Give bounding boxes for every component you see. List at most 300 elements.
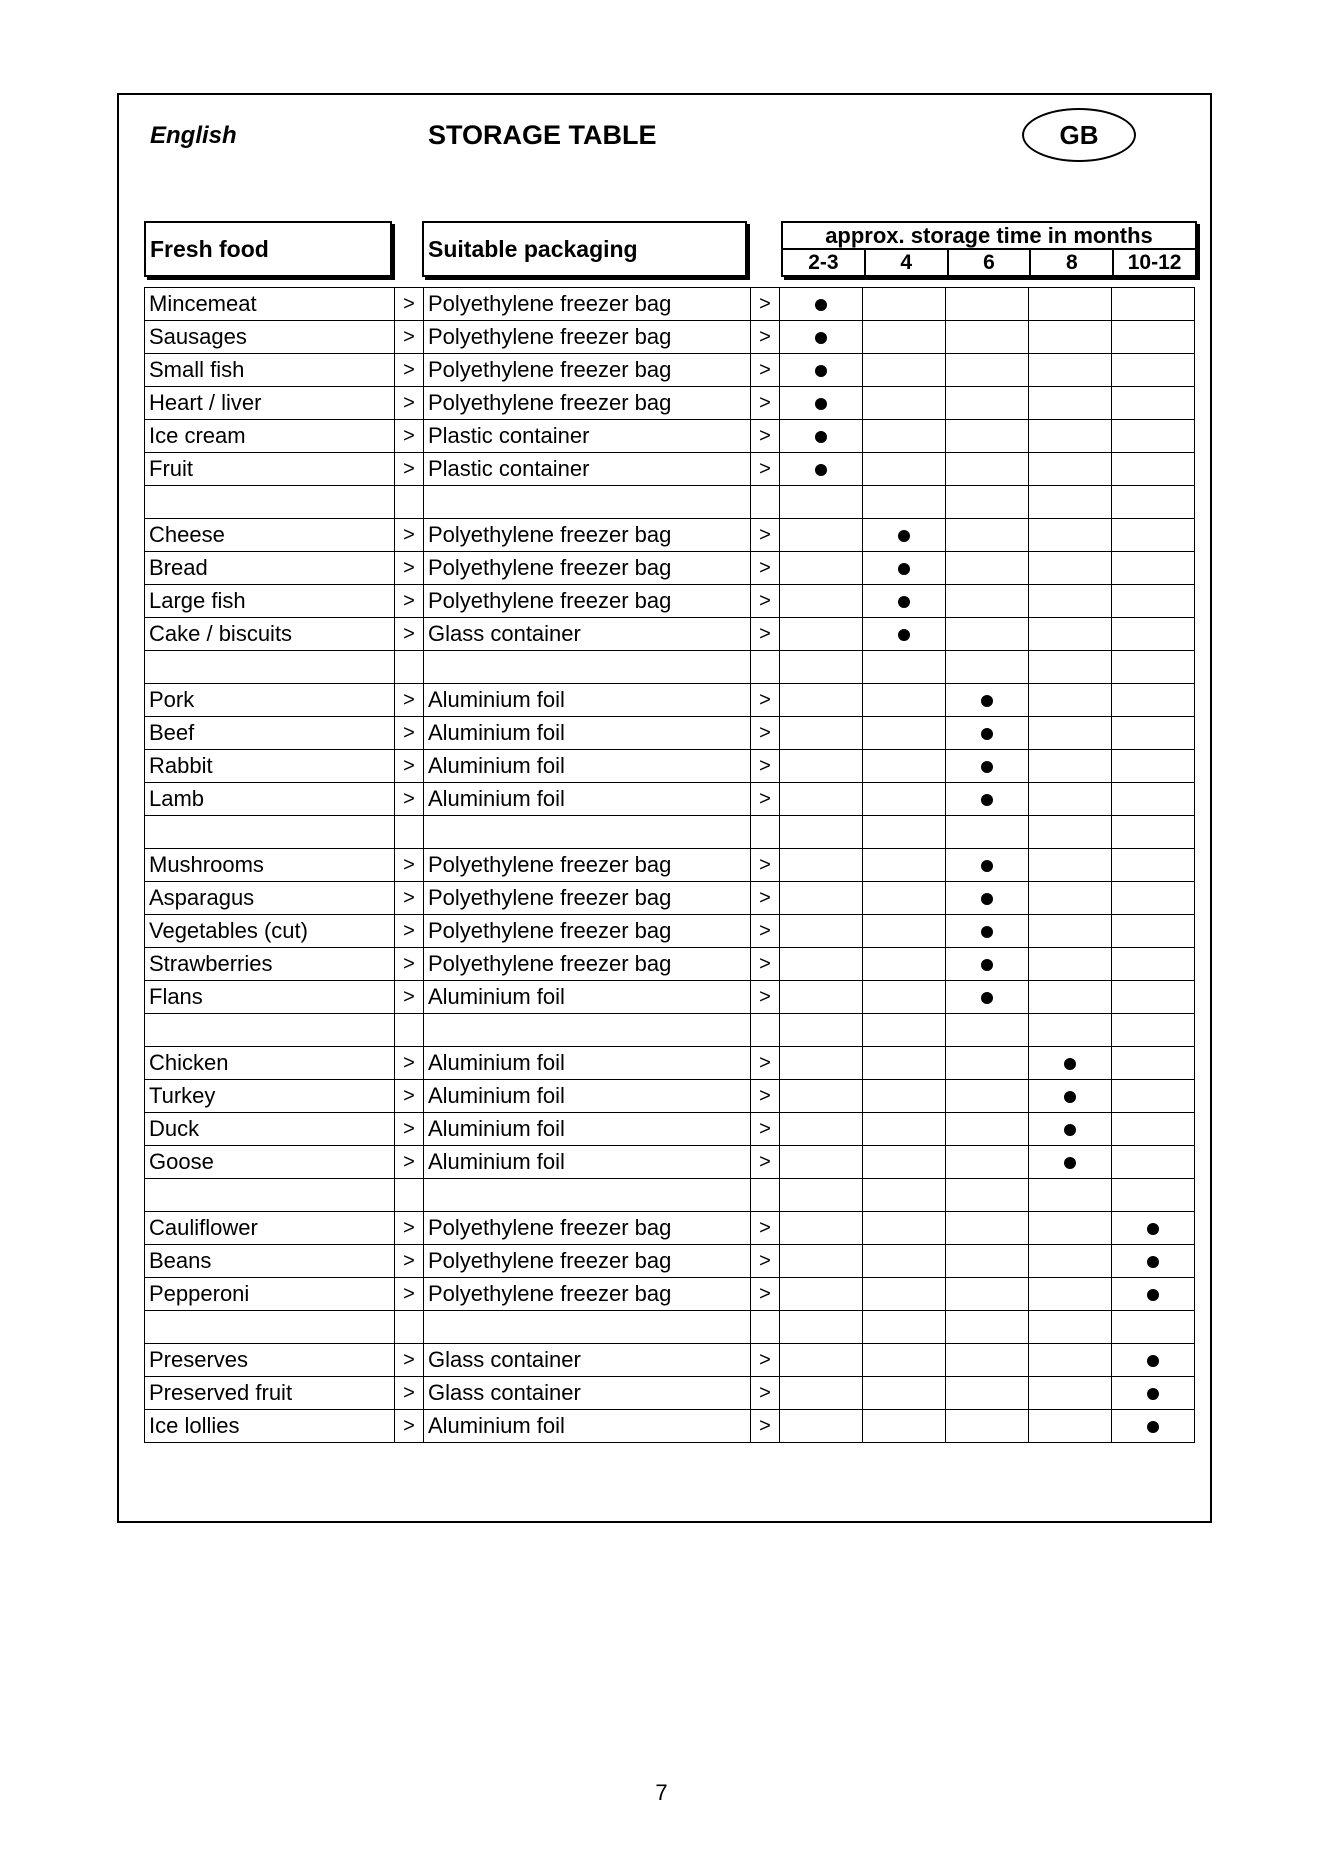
month-cell: [863, 981, 946, 1014]
arrow-cell: >: [751, 783, 780, 816]
food-cell: Small fish: [145, 354, 395, 387]
table-row: [145, 1047, 1195, 1080]
packaging-cell: [424, 486, 751, 519]
table-row: [145, 981, 1195, 1014]
month-cell: [1112, 519, 1195, 552]
food-cell: [145, 486, 395, 519]
month-cell: [1029, 1311, 1112, 1344]
month-cell: [1029, 519, 1112, 552]
packaging-cell: Glass container: [424, 618, 751, 651]
packaging-cell: Aluminium foil: [424, 1047, 751, 1080]
month-cell: [1112, 618, 1195, 651]
arrow-cell: >: [751, 585, 780, 618]
month-cell: [780, 915, 863, 948]
month-cell: [780, 1047, 863, 1080]
food-cell: Turkey: [145, 1080, 395, 1113]
packaging-cell: Aluminium foil: [424, 717, 751, 750]
month-cell: [946, 651, 1029, 684]
arrow-cell: >: [395, 750, 424, 783]
month-cell: [780, 684, 863, 717]
month-cell: [780, 783, 863, 816]
packaging-cell: Polyethylene freezer bag: [424, 882, 751, 915]
arrow-cell: >: [751, 750, 780, 783]
month-cell: [946, 1311, 1029, 1344]
bullet-mark: [981, 992, 993, 1004]
table-row: [145, 486, 1195, 519]
month-cell: [1112, 585, 1195, 618]
table-row: [145, 1410, 1195, 1443]
month-cell: [1112, 816, 1195, 849]
packaging-cell: Polyethylene freezer bag: [424, 1212, 751, 1245]
month-cell: [780, 1080, 863, 1113]
month-cell: [1112, 915, 1195, 948]
packaging-cell: Polyethylene freezer bag: [424, 519, 751, 552]
month-cell: [863, 1212, 946, 1245]
month-cell: [1029, 1113, 1112, 1146]
arrow-cell: >: [751, 948, 780, 981]
arrow-cell: >: [395, 1047, 424, 1080]
arrow-cell: >: [751, 387, 780, 420]
month-cell: [1112, 354, 1195, 387]
month-cell: [1029, 387, 1112, 420]
month-cell: [1112, 651, 1195, 684]
arrow-cell: >: [751, 354, 780, 387]
table-row: [145, 1278, 1195, 1311]
packaging-header: Suitable packaging: [422, 221, 747, 277]
arrow-cell: >: [751, 1146, 780, 1179]
month-cell: [780, 519, 863, 552]
packaging-cell: Aluminium foil: [424, 750, 751, 783]
page-number: 7: [655, 1780, 668, 1805]
storage-time-title: approx. storage time in months: [783, 223, 1195, 250]
month-cell: [1112, 1047, 1195, 1080]
packaging-cell: [424, 1179, 751, 1212]
arrow-cell: >: [395, 354, 424, 387]
food-cell: Beef: [145, 717, 395, 750]
bullet-mark: [981, 860, 993, 872]
table-row: [145, 1377, 1195, 1410]
bullet-mark: [1064, 1091, 1076, 1103]
bullet-mark: [981, 728, 993, 740]
month-cell: [780, 1410, 863, 1443]
month-cell: [1112, 288, 1195, 321]
month-cell: [946, 618, 1029, 651]
month-cell: [946, 783, 1029, 816]
table-row: [145, 585, 1195, 618]
month-cell: [863, 420, 946, 453]
packaging-cell: Polyethylene freezer bag: [424, 387, 751, 420]
packaging-cell: Aluminium foil: [424, 1410, 751, 1443]
arrow-cell: >: [395, 981, 424, 1014]
month-cell: [1029, 717, 1112, 750]
month-cell: [863, 519, 946, 552]
month-cell: [1029, 882, 1112, 915]
bullet-mark: [981, 695, 993, 707]
packaging-cell: Glass container: [424, 1377, 751, 1410]
food-cell: Beans: [145, 1245, 395, 1278]
month-cell: [780, 453, 863, 486]
arrow-cell: >: [395, 1245, 424, 1278]
arrow-cell: >: [751, 717, 780, 750]
table-row: [145, 1080, 1195, 1113]
month-cell: [946, 1014, 1029, 1047]
packaging-cell: Polyethylene freezer bag: [424, 585, 751, 618]
food-cell: Sausages: [145, 321, 395, 354]
month-cell: [1112, 1179, 1195, 1212]
month-cell: [946, 948, 1029, 981]
month-cell: [1029, 354, 1112, 387]
packaging-cell: Aluminium foil: [424, 684, 751, 717]
month-cell: [1112, 453, 1195, 486]
food-cell: Mushrooms: [145, 849, 395, 882]
packaging-cell: Aluminium foil: [424, 981, 751, 1014]
bullet-mark: [1064, 1058, 1076, 1070]
arrow-cell: [751, 486, 780, 519]
arrow-cell: [395, 486, 424, 519]
table-row: [145, 519, 1195, 552]
storage-table: [144, 287, 1195, 1443]
bullet-mark: [981, 893, 993, 905]
month-cell: [863, 552, 946, 585]
arrow-cell: >: [395, 321, 424, 354]
bullet-mark: [1064, 1124, 1076, 1136]
month-cell: [780, 717, 863, 750]
month-cell: [1029, 1377, 1112, 1410]
bullet-mark: [981, 761, 993, 773]
table-row: [145, 387, 1195, 420]
table-row: [145, 453, 1195, 486]
packaging-cell: Polyethylene freezer bag: [424, 915, 751, 948]
packaging-cell: Aluminium foil: [424, 1113, 751, 1146]
month-cell: [1112, 1311, 1195, 1344]
month-cell: [1029, 1410, 1112, 1443]
month-cell: [863, 915, 946, 948]
table-row: [145, 882, 1195, 915]
arrow-cell: >: [751, 1047, 780, 1080]
month-cell: [863, 849, 946, 882]
food-cell: Preserved fruit: [145, 1377, 395, 1410]
arrow-cell: >: [751, 420, 780, 453]
bullet-mark: [898, 530, 910, 542]
month-cell: [1029, 750, 1112, 783]
month-cell: [1029, 321, 1112, 354]
food-cell: Cheese: [145, 519, 395, 552]
table-row: [145, 1245, 1195, 1278]
packaging-cell: Plastic container: [424, 453, 751, 486]
month-cell: [1112, 717, 1195, 750]
month-cell: [1029, 1146, 1112, 1179]
month-cell: [863, 1410, 946, 1443]
month-header-2-3: 2-3: [783, 250, 866, 275]
month-cell: [863, 1311, 946, 1344]
arrow-cell: >: [751, 552, 780, 585]
month-cell: [946, 1113, 1029, 1146]
country-badge: GB: [1022, 108, 1136, 162]
bullet-mark: [981, 794, 993, 806]
food-cell: Mincemeat: [145, 288, 395, 321]
arrow-cell: >: [395, 783, 424, 816]
table-row: [145, 1179, 1195, 1212]
food-cell: Ice lollies: [145, 1410, 395, 1443]
month-cell: [863, 816, 946, 849]
table-row: [145, 1113, 1195, 1146]
packaging-cell: Polyethylene freezer bag: [424, 849, 751, 882]
arrow-cell: [395, 651, 424, 684]
month-cell: [946, 552, 1029, 585]
arrow-cell: >: [395, 1344, 424, 1377]
arrow-cell: >: [395, 552, 424, 585]
arrow-cell: [395, 1179, 424, 1212]
table-row: [145, 948, 1195, 981]
food-cell: Cake / biscuits: [145, 618, 395, 651]
food-cell: Pork: [145, 684, 395, 717]
food-cell: Goose: [145, 1146, 395, 1179]
food-cell: Rabbit: [145, 750, 395, 783]
storage-time-header: [781, 221, 1197, 277]
month-cell: [1112, 1080, 1195, 1113]
month-cell: [1112, 420, 1195, 453]
arrow-cell: >: [751, 618, 780, 651]
month-cell: [1029, 915, 1112, 948]
month-cell: [1029, 1014, 1112, 1047]
arrow-cell: >: [395, 420, 424, 453]
arrow-cell: >: [751, 1212, 780, 1245]
month-cell: [946, 486, 1029, 519]
table-row: [145, 651, 1195, 684]
table-row: [145, 1212, 1195, 1245]
month-cell: [1029, 420, 1112, 453]
month-cell: [946, 717, 1029, 750]
food-cell: Asparagus: [145, 882, 395, 915]
month-cell: [780, 750, 863, 783]
arrow-cell: >: [751, 1278, 780, 1311]
table-row: [145, 1311, 1195, 1344]
food-cell: Bread: [145, 552, 395, 585]
arrow-cell: >: [395, 1278, 424, 1311]
month-cell: [863, 1179, 946, 1212]
bullet-mark: [1147, 1289, 1159, 1301]
packaging-cell: [424, 1311, 751, 1344]
month-cell: [946, 915, 1029, 948]
bullet-mark: [1147, 1223, 1159, 1235]
month-cell: [1029, 849, 1112, 882]
month-cell: [863, 1377, 946, 1410]
arrow-cell: >: [395, 1377, 424, 1410]
arrow-cell: [395, 816, 424, 849]
food-cell: Chicken: [145, 1047, 395, 1080]
month-cell: [946, 321, 1029, 354]
month-cell: [780, 486, 863, 519]
food-cell: Flans: [145, 981, 395, 1014]
month-cell: [1112, 387, 1195, 420]
arrow-cell: >: [751, 981, 780, 1014]
month-cell: [1029, 1278, 1112, 1311]
month-cell: [946, 519, 1029, 552]
month-cell: [946, 585, 1029, 618]
food-cell: Strawberries: [145, 948, 395, 981]
packaging-cell: Polyethylene freezer bag: [424, 1278, 751, 1311]
month-cell: [863, 288, 946, 321]
bullet-mark: [981, 959, 993, 971]
arrow-cell: [751, 1311, 780, 1344]
month-cell: [1112, 783, 1195, 816]
food-cell: [145, 816, 395, 849]
month-cell: [1112, 981, 1195, 1014]
bullet-mark: [898, 596, 910, 608]
month-cell: [780, 618, 863, 651]
month-cell: [780, 1179, 863, 1212]
month-cell: [780, 948, 863, 981]
month-cell: [946, 420, 1029, 453]
month-cell: [780, 1113, 863, 1146]
month-cell: [1029, 783, 1112, 816]
arrow-cell: >: [395, 387, 424, 420]
month-cell: [1112, 1212, 1195, 1245]
month-cell: [863, 1080, 946, 1113]
arrow-cell: [751, 816, 780, 849]
food-cell: Lamb: [145, 783, 395, 816]
month-cell: [780, 585, 863, 618]
arrow-cell: >: [751, 1344, 780, 1377]
month-cell: [780, 387, 863, 420]
bullet-mark: [1147, 1355, 1159, 1367]
month-cell: [946, 684, 1029, 717]
arrow-cell: [751, 651, 780, 684]
packaging-cell: Polyethylene freezer bag: [424, 354, 751, 387]
food-cell: [145, 1014, 395, 1047]
month-cell: [780, 1245, 863, 1278]
arrow-cell: >: [751, 453, 780, 486]
food-cell: Duck: [145, 1113, 395, 1146]
month-cell: [1029, 1344, 1112, 1377]
month-cell: [946, 453, 1029, 486]
month-cell: [863, 387, 946, 420]
month-cell: [863, 321, 946, 354]
month-cell: [946, 354, 1029, 387]
month-cell: [780, 882, 863, 915]
food-cell: [145, 1311, 395, 1344]
arrow-cell: >: [395, 519, 424, 552]
table-row: [145, 618, 1195, 651]
arrow-cell: >: [395, 684, 424, 717]
arrow-cell: >: [395, 618, 424, 651]
month-cell: [946, 816, 1029, 849]
month-cell: [1029, 651, 1112, 684]
arrow-cell: >: [751, 1410, 780, 1443]
month-cell: [780, 1278, 863, 1311]
bullet-mark: [815, 464, 827, 476]
arrow-cell: >: [395, 915, 424, 948]
bullet-mark: [1147, 1388, 1159, 1400]
food-cell: Preserves: [145, 1344, 395, 1377]
arrow-cell: >: [395, 882, 424, 915]
month-cell: [946, 1179, 1029, 1212]
arrow-cell: [395, 1014, 424, 1047]
month-cell: [780, 1146, 863, 1179]
arrow-cell: >: [751, 1245, 780, 1278]
arrow-cell: >: [395, 585, 424, 618]
month-cell: [1029, 453, 1112, 486]
month-cell: [1112, 1410, 1195, 1443]
month-cell: [946, 387, 1029, 420]
packaging-cell: [424, 816, 751, 849]
month-cell: [1029, 948, 1112, 981]
table-row: [145, 717, 1195, 750]
arrow-cell: [751, 1014, 780, 1047]
food-cell: Large fish: [145, 585, 395, 618]
bullet-mark: [815, 299, 827, 311]
month-cell: [780, 651, 863, 684]
arrow-cell: >: [751, 1080, 780, 1113]
month-header-10-12: 10-12: [1127, 250, 1182, 274]
month-cell: [1029, 1047, 1112, 1080]
packaging-cell: Polyethylene freezer bag: [424, 948, 751, 981]
month-cell: [863, 651, 946, 684]
arrow-cell: >: [751, 1377, 780, 1410]
arrow-cell: >: [751, 882, 780, 915]
arrow-cell: >: [395, 1212, 424, 1245]
food-cell: Heart / liver: [145, 387, 395, 420]
month-cell: [1112, 486, 1195, 519]
month-cell: [863, 717, 946, 750]
arrow-cell: >: [751, 849, 780, 882]
arrow-cell: >: [395, 1146, 424, 1179]
month-header-6: 6: [949, 250, 1032, 275]
month-cell: [863, 486, 946, 519]
month-cell: [946, 750, 1029, 783]
month-cell: [1029, 981, 1112, 1014]
month-cell: [1112, 1113, 1195, 1146]
packaging-cell: [424, 1014, 751, 1047]
month-cell: [1112, 552, 1195, 585]
arrow-cell: >: [395, 948, 424, 981]
month-cell: [863, 1113, 946, 1146]
month-cell: [1112, 1278, 1195, 1311]
month-cell: [780, 420, 863, 453]
food-cell: Vegetables (cut): [145, 915, 395, 948]
month-cell: [1029, 288, 1112, 321]
month-cell: [946, 849, 1029, 882]
page-title: STORAGE TABLE: [428, 120, 657, 150]
month-cell: [1112, 1344, 1195, 1377]
month-cell: [946, 1344, 1029, 1377]
month-cell: [946, 1080, 1029, 1113]
table-row: [145, 783, 1195, 816]
arrow-cell: [751, 1179, 780, 1212]
month-cell: [1112, 750, 1195, 783]
table-row: [145, 420, 1195, 453]
arrow-cell: [395, 1311, 424, 1344]
table-row: [145, 552, 1195, 585]
months-header-row: [783, 250, 1195, 275]
month-cell: [946, 1245, 1029, 1278]
food-cell: Ice cream: [145, 420, 395, 453]
month-cell: [780, 354, 863, 387]
table-row: [145, 915, 1195, 948]
arrow-cell: >: [395, 1410, 424, 1443]
month-cell: [1029, 486, 1112, 519]
month-cell: [1112, 1014, 1195, 1047]
month-cell: [863, 783, 946, 816]
table-row: [145, 849, 1195, 882]
month-cell: [1112, 684, 1195, 717]
table-row: [145, 1146, 1195, 1179]
fresh-food-header: Fresh food: [144, 221, 392, 277]
month-cell: [863, 750, 946, 783]
month-cell: [863, 1278, 946, 1311]
month-cell: [1029, 1212, 1112, 1245]
arrow-cell: >: [751, 915, 780, 948]
